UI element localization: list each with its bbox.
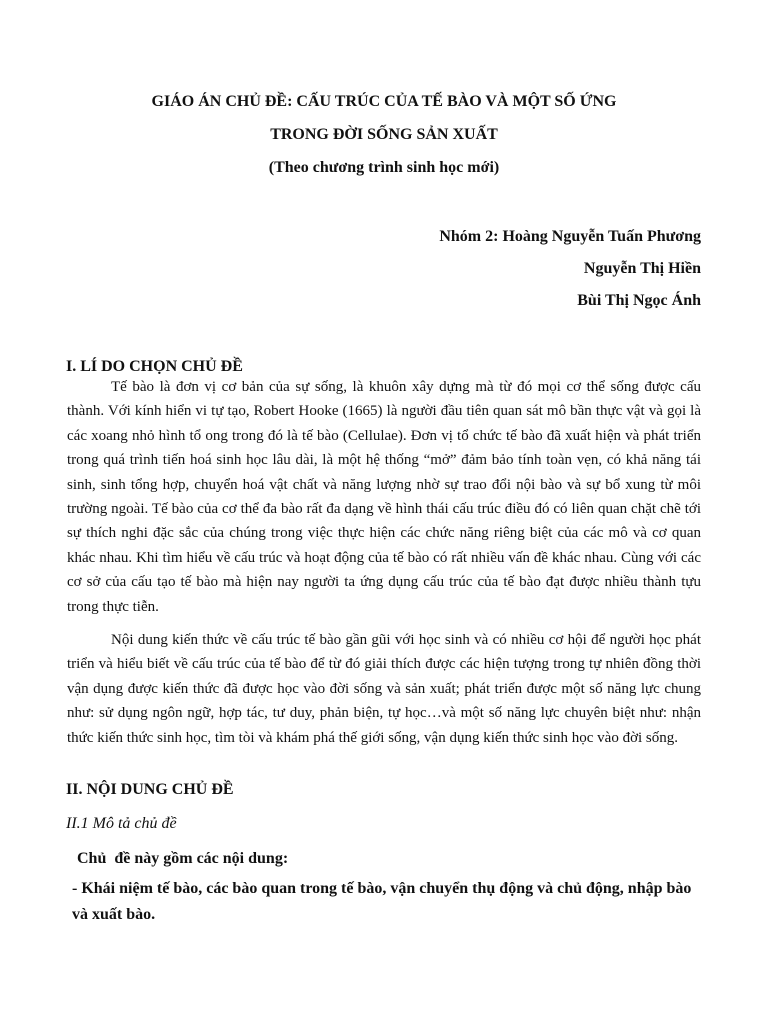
document-title-line-2: TRONG ĐỜI SỐNG SẢN XUẤT [270,126,498,143]
author-name-3: Bùi Thị Ngọc Ánh [577,292,701,309]
section-1-paragraph-1: Tế bào là đơn vị cơ bản của sự sống, là khuôn xây dựng mà từ đó mọi cơ thể sống được cấu thành. Với kính hiển vi tự tạo, Robert Hooke (1665) là người đầu tiên quan sát mô bần thực vật và gọi là các xoang nhỏ hình tổ ong trong đó là tế bào (Cellulae). Đơn vị tổ chức tế bào đã xuất hiện và phát triển trong quá trình tiến hoá sinh học lâu dài, là một hệ thống “mở” đảm bảo tính toàn vẹn, có khả năng tái sinh, sinh tổng hợp, chuyển hoá vật chất và năng lượng nhờ sự trao đổi nội bào và sự bổ xung từ môi trường ngoài. Tế bào của cơ thể đa bào rất đa dạng về hình thái cấu trúc điều đó có liên quan chặt chẽ tới sự thích nghi đặc sắc của chúng trong việc thực hiện các chức năng riêng biệt của các mô và cơ quan khác nhau. Khi tìm hiểu về cấu trúc và hoạt động của tế bào có rất nhiều vấn đề khác nhau. Cùng với các cơ sở của cấu tạo tế bào mà hiện nay người ta ứng dụng cấu trúc của tế bào đạt được nhiều thành tựu trong thực tiễn. [67,379,701,615]
section-2-subheading: II.1 Mô tả chủ đề [66,815,177,832]
section-1-paragraph-2: Nội dung kiến thức về cấu trúc tế bào gần gũi với học sinh và có nhiều cơ hội để người học phát triển và hiểu biết về cấu trúc của tế bào để từ đó giải thích được các hiện tượng trong tự nhiên đồng thời vận dụng được kiến thức đã được học vào đời sống và sản xuất; phát triển được một số năng lực chung như: sử dụng ngôn ngữ, hợp tác, tư duy, phản biện, tự học…và một số năng lực chuyên biệt như: nhận thức kiến thức sinh học, tìm tòi và khám phá thế giới sống, vận dụng kiến thức sinh học vào đời sống. [67,632,701,746]
section-2-intro: Chủ đề này gồm các nội dung: [77,850,289,867]
section-2-heading: II. NỘI DUNG CHỦ ĐỀ [66,781,234,798]
author-group-line: Nhóm 2: Hoàng Nguyễn Tuấn Phương [439,228,701,245]
document-title-line-1: GIÁO ÁN CHỦ ĐỀ: CẤU TRÚC CỦA TẾ BÀO VÀ MỘT SỐ ỨNG [151,93,617,110]
author-name-2: Nguyễn Thị Hiền [583,260,701,277]
document-subtitle: (Theo chương trình sinh học mới) [268,159,500,176]
section-1-heading: I. LÍ DO CHỌN CHỦ ĐỀ [66,358,243,375]
section-2-bullet-1: - Khái niệm tế bào, các bào quan trong tế bào, vận chuyển thụ động và chủ động, nhập bào và xuất bào. [72,880,692,923]
